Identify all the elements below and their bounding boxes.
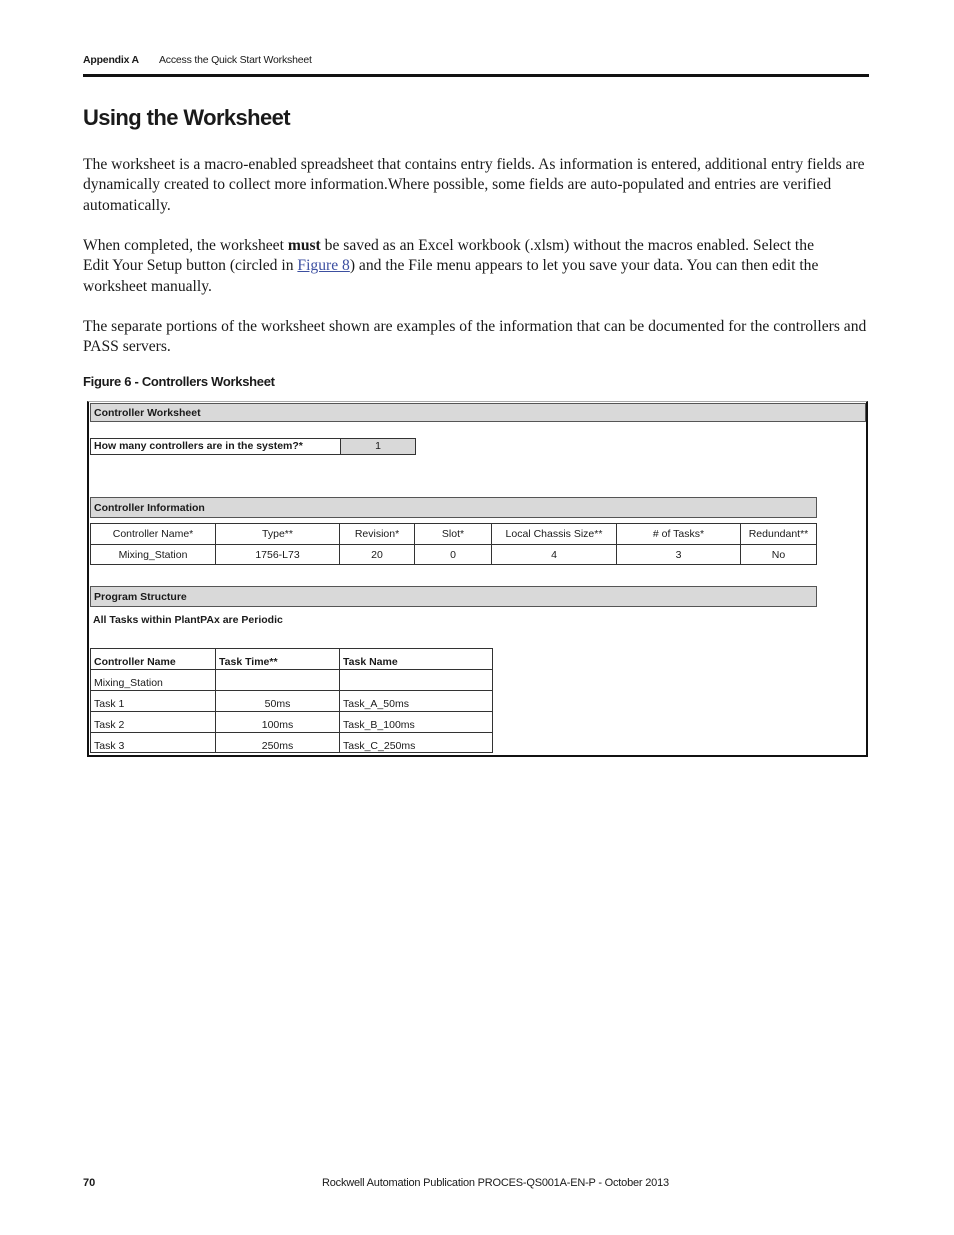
cell-redundant[interactable]: No <box>740 544 817 565</box>
p2-text-b: be saved as an Excel workbook (.xlsm) without the macros enabled. Select the Edit Your Setup button (circled in <box>83 237 814 275</box>
header-appendix: Appendix A <box>83 54 139 66</box>
cell-controller-name[interactable]: Mixing_Station <box>90 544 216 565</box>
header-section-title: Access the Quick Start Worksheet <box>159 54 312 66</box>
paragraph-intro: The worksheet is a macro-enabled spreadsheet that contains entry fields. As information is entered, additional entry fields are dynamically created to collect more information.Where possible, some fields are auto-populated and entries are verified automatically. <box>83 156 865 214</box>
ps-row-task-3-time[interactable]: 250ms <box>215 732 340 753</box>
ps-header-task-name: Task Name <box>339 648 493 670</box>
ps-row-controller-time[interactable] <box>215 669 340 691</box>
ps-row-controller-name[interactable] <box>339 669 493 691</box>
header-rule <box>83 74 869 77</box>
paragraph-portions: The separate portions of the worksheet shown are examples of the information that can be documented for the controllers and PASS servers. <box>83 318 867 356</box>
cell-slot[interactable]: 0 <box>414 544 492 565</box>
controller-information-heading: Controller Information <box>90 497 817 518</box>
ps-row-task-1-name[interactable]: Task_A_50ms <box>339 690 493 712</box>
worksheet-title-bar: Controller Worksheet <box>90 403 866 422</box>
ps-row-task-2-time[interactable]: 100ms <box>215 711 340 733</box>
ps-header-task-time: Task Time** <box>215 648 340 670</box>
ps-row-task-1-time[interactable]: 50ms <box>215 690 340 712</box>
col-header-redundant: Redundant** <box>740 523 817 545</box>
figure-8-link[interactable]: Figure 8 <box>297 257 350 275</box>
controller-count-input[interactable]: 1 <box>340 438 416 455</box>
p2-text-a: When completed, the worksheet <box>83 237 288 254</box>
controllers-worksheet-figure <box>87 401 868 757</box>
ps-row-task-3[interactable]: Task 3 <box>90 732 216 753</box>
col-header-type: Type** <box>215 523 340 545</box>
ps-row-task-1[interactable]: Task 1 <box>90 690 216 712</box>
col-header-controller-name: Controller Name* <box>90 523 216 545</box>
ps-row-task-2-name[interactable]: Task_B_100ms <box>339 711 493 733</box>
ps-row-controller[interactable]: Mixing_Station <box>90 669 216 691</box>
periodic-tasks-note: All Tasks within PlantPAx are Periodic <box>93 614 283 626</box>
col-header-num-tasks: # of Tasks* <box>616 523 741 545</box>
cell-revision[interactable]: 20 <box>339 544 415 565</box>
page-number: 70 <box>83 1177 96 1189</box>
p2-text-c: ) and the File menu appears to let you save your data. You can then edit the worksheet manually. <box>83 257 819 295</box>
figure-caption: Figure 6 - Controllers Worksheet <box>83 374 275 389</box>
paragraph-save-instructions <box>83 236 843 297</box>
running-header <box>83 52 869 68</box>
cell-type[interactable]: 1756-L73 <box>215 544 340 565</box>
col-header-revision: Revision* <box>339 523 415 545</box>
publication-footer: Rockwell Automation Publication PROCES-QS001A-EN-P - October 2013 <box>322 1177 669 1189</box>
cell-num-tasks[interactable]: 3 <box>616 544 741 565</box>
ps-row-task-2[interactable]: Task 2 <box>90 711 216 733</box>
col-header-slot: Slot* <box>414 523 492 545</box>
ps-row-task-3-name[interactable]: Task_C_250ms <box>339 732 493 753</box>
cell-local-chassis-size[interactable]: 4 <box>491 544 617 565</box>
ps-header-controller-name: Controller Name <box>90 648 216 670</box>
p2-bold-must: must <box>287 237 321 254</box>
col-header-local-chassis-size: Local Chassis Size** <box>491 523 617 545</box>
page-title: Using the Worksheet <box>83 105 291 130</box>
program-structure-heading: Program Structure <box>90 586 817 607</box>
controller-count-question: How many controllers are in the system?* <box>90 438 341 455</box>
